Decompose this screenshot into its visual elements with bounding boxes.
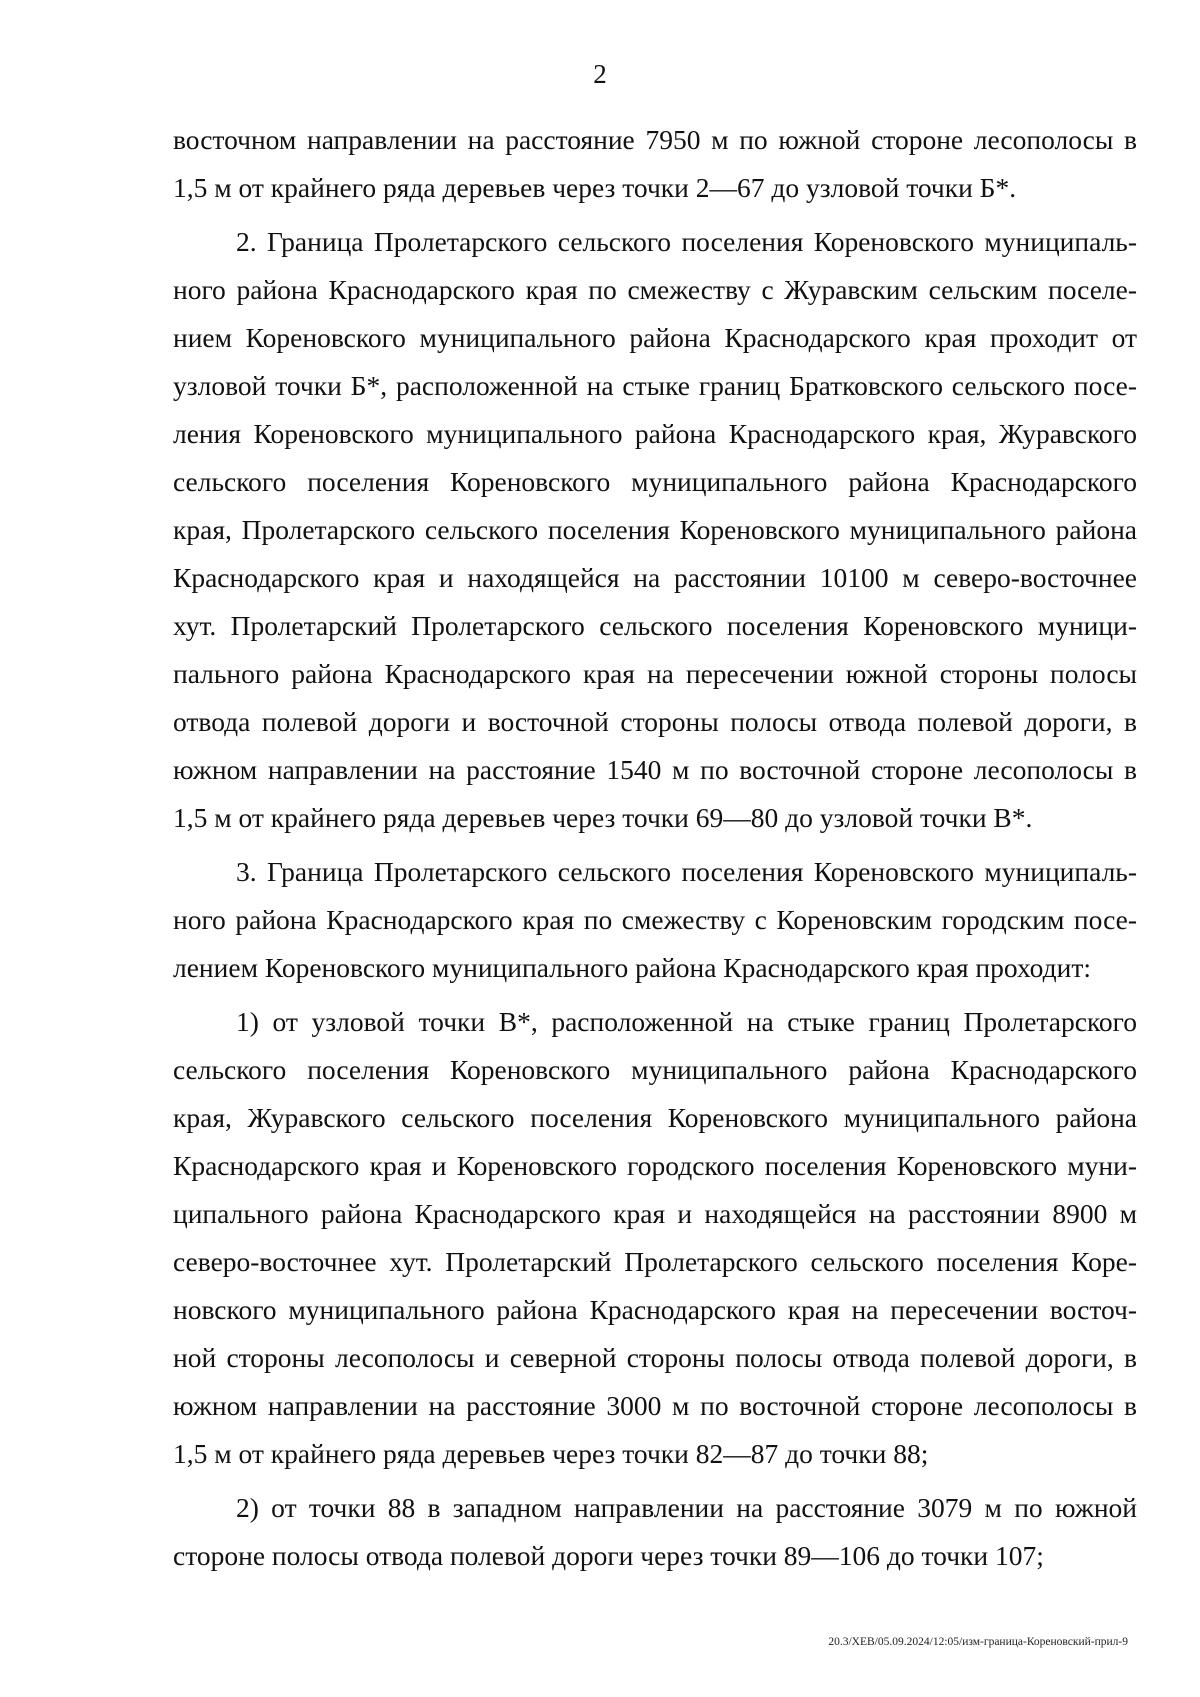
text-line: нием Кореновского муниципального района Краснодарского края проходит от [173,322,1137,353]
text-line: края, Журавского сельского поселения Кореновского муниципального района [173,1102,1137,1133]
text-line: ной стороны лесополосы и северной стороны полосы отвода полевой дороги, в [173,1342,1137,1373]
text-line: 2. Граница Пролетарского сельского поселения Кореновского муниципаль- [236,226,1137,257]
paragraph-item-2 [0,218,1200,842]
document-footer-code: 20.3/ХЕВ/05.09.2024/12:05/изм-граница-Кореновский-прил-9 [828,1636,1128,1648]
text-line: пального района Краснодарского края на пересечении южной стороны полосы [173,658,1137,689]
text-line: 1) от узловой точки В*, расположенной на стыке границ Пролетарского [236,1006,1137,1037]
text-line: сельского поселения Кореновского муниципального района Краснодарского [173,466,1137,497]
document-body [0,116,1200,1586]
paragraph-subitem-2 [0,1484,1200,1580]
paragraph-item-3 [0,848,1200,992]
text-line: хут. Пролетарский Пролетарского сельского поселения Кореновского муници- [173,610,1137,641]
text-line: отвода полевой дороги и восточной стороны полосы отвода полевой дороги, в [173,706,1137,737]
text-line: Краснодарского края и Кореновского городского поселения Кореновского муни- [173,1150,1137,1181]
text-line: восточном направлении на расстояние 7950 м по южной стороне лесополосы в [173,124,1137,155]
text-line: края, Пролетарского сельского поселения Кореновского муниципального района [173,514,1137,545]
text-line: 1,5 м от крайнего ряда деревьев через точки 69—80 до узловой точки В*. [173,802,1033,833]
text-line: новского муниципального района Краснодарского края на пересечении восточ- [173,1294,1137,1325]
text-line: южном направлении на расстояние 3000 м по восточной стороне лесополосы в [173,1390,1137,1421]
page-number: 2 [593,59,607,89]
text-line: стороне полосы отвода полевой дороги через точки 89—106 до точки 107; [173,1540,1044,1571]
text-line: южном направлении на расстояние 1540 м по восточной стороне лесополосы в [173,754,1137,785]
text-line: 3. Граница Пролетарского сельского поселения Кореновского муниципаль- [236,856,1137,887]
text-line: ления Кореновского муниципального района Краснодарского края, Журавского [173,418,1137,449]
text-line: 1,5 м от крайнего ряда деревьев через точки 82—87 до точки 88; [173,1438,929,1469]
text-line: 2) от точки 88 в западном направлении на расстояние 3079 м по южной [236,1492,1137,1523]
text-line: ципального района Краснодарского края и находящейся на расстоянии 8900 м [173,1198,1137,1229]
paragraph-subitem-1 [0,998,1200,1478]
text-line: северо-восточнее хут. Пролетарский Пролетарского сельского поселения Коре- [173,1246,1137,1277]
text-line: ного района Краснодарского края по смежеству с Журавским сельским поселе- [173,274,1137,305]
text-line: узловой точки Б*, расположенной на стыке границ Братковского сельского посе- [173,370,1137,401]
paragraph-continuation [0,116,1200,212]
text-line: лением Кореновского муниципального района Краснодарского края проходит: [173,952,1091,983]
text-line: ного района Краснодарского края по смежеству с Кореновским городским посе- [173,904,1137,935]
text-line: 1,5 м от крайнего ряда деревьев через точки 2—67 до узловой точки Б*. [173,172,1017,203]
text-line: сельского поселения Кореновского муниципального района Краснодарского [173,1054,1137,1085]
text-line: Краснодарского края и находящейся на расстоянии 10100 м северо-восточнее [173,562,1137,593]
